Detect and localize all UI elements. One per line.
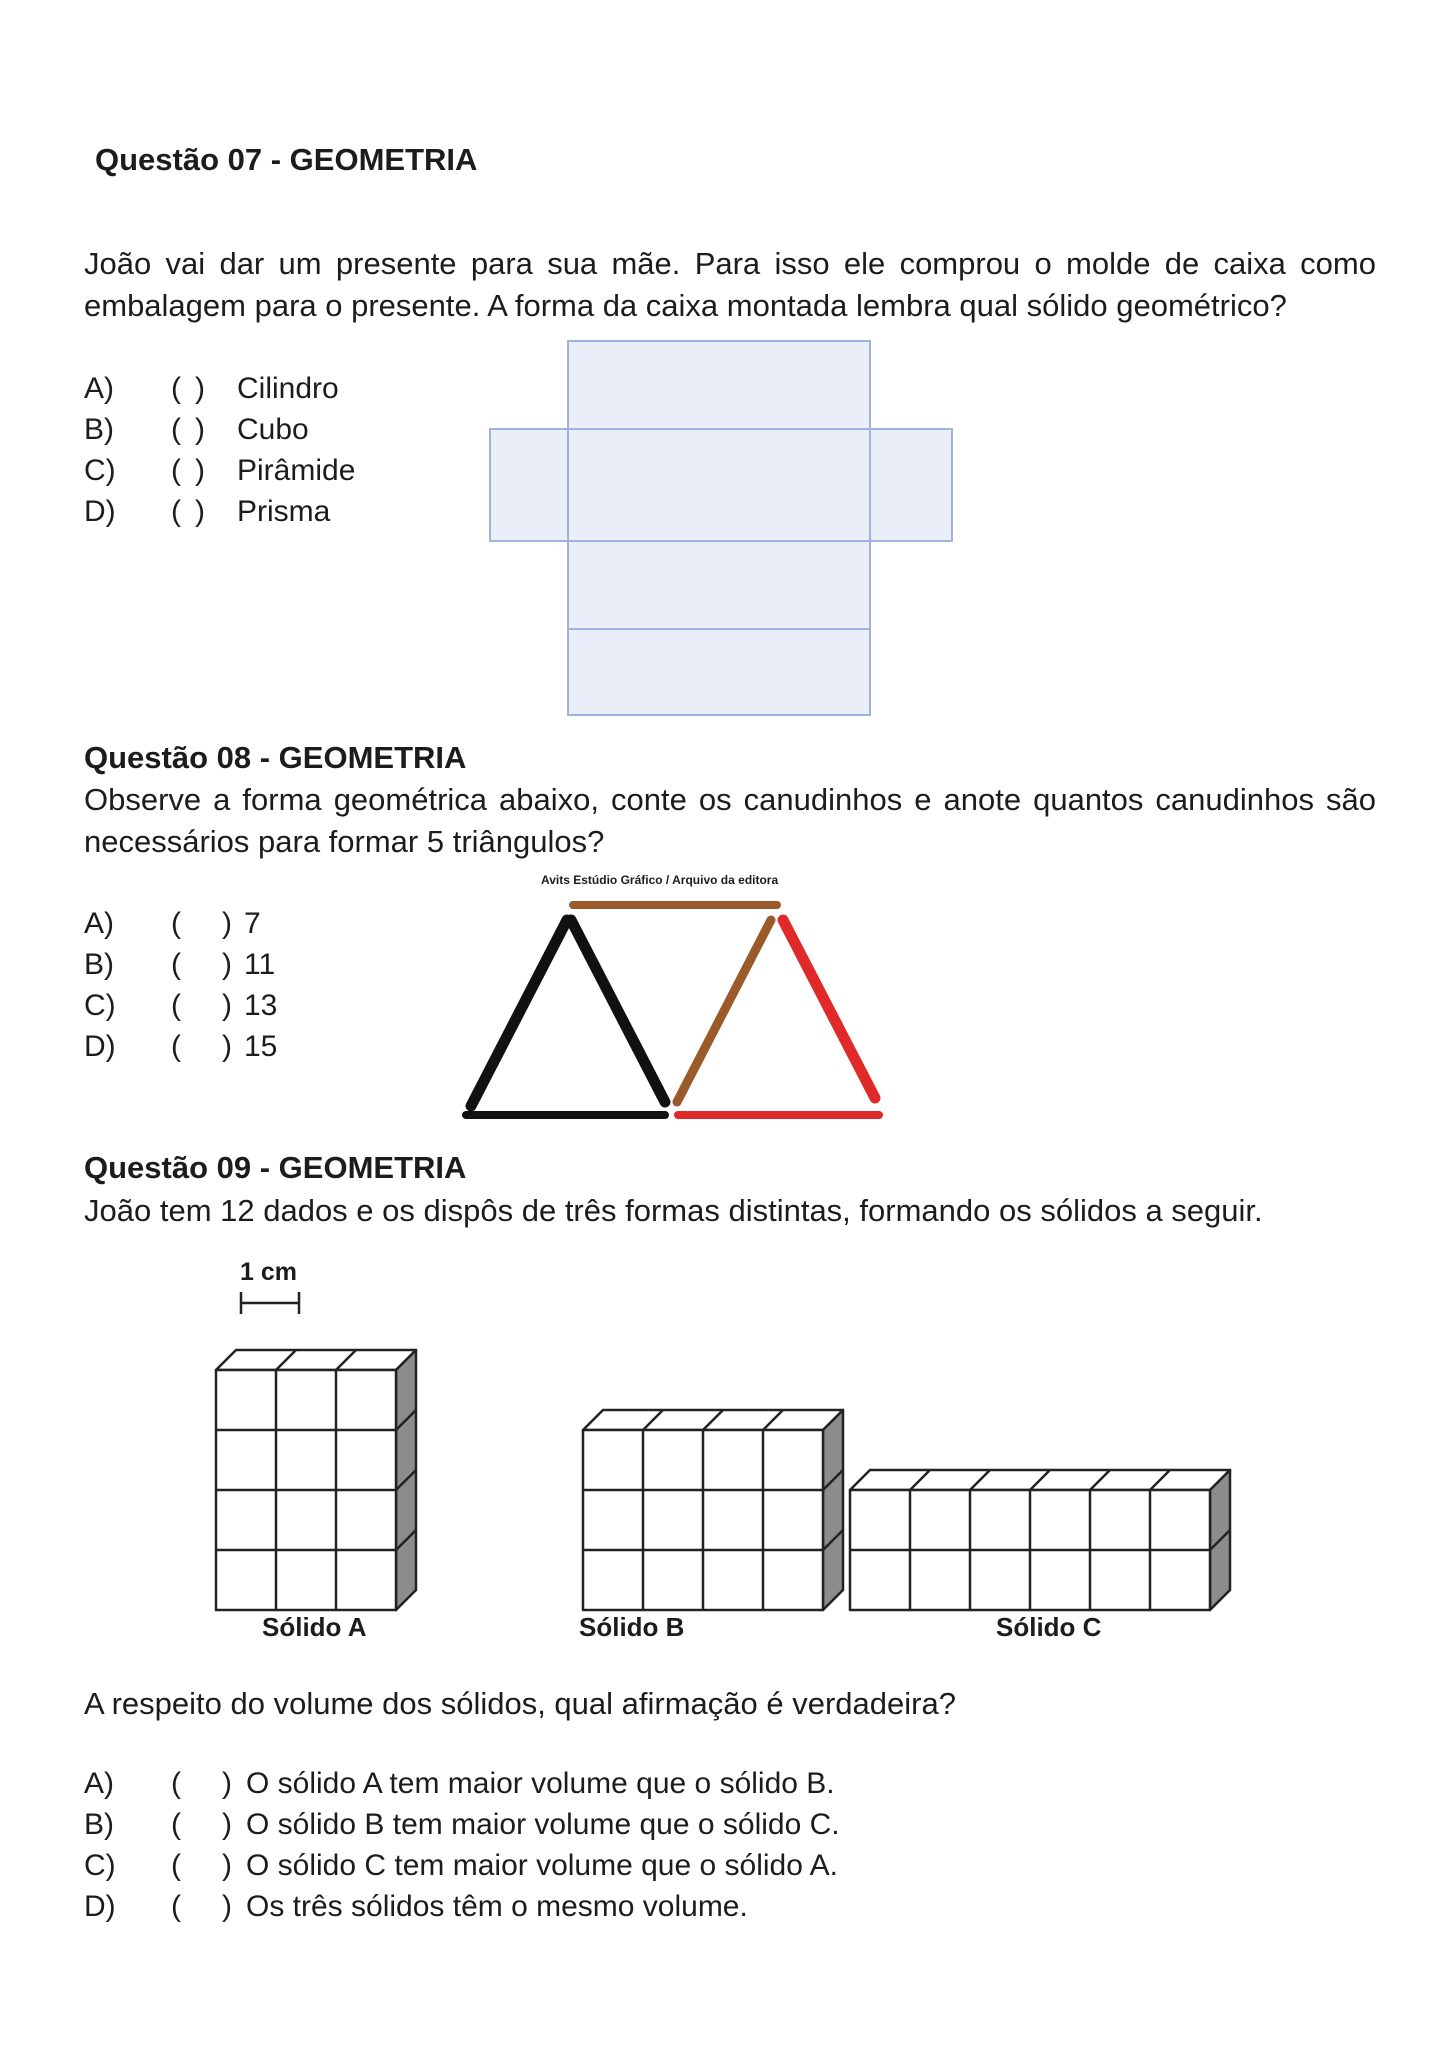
option-close: ): [222, 1030, 232, 1063]
option-close: ): [222, 948, 232, 981]
q8-option-a[interactable]: [84, 903, 324, 944]
option-checkbox[interactable]: (: [171, 372, 181, 405]
option-close: ): [222, 907, 232, 940]
straw-brown-diagonal: [677, 920, 771, 1102]
option-close: ): [195, 372, 205, 405]
option-letter: B): [84, 1808, 114, 1841]
q9-title: Questão 09 - GEOMETRIA: [84, 1150, 467, 1185]
option-checkbox[interactable]: (: [171, 989, 181, 1022]
option-checkbox[interactable]: (: [171, 1767, 181, 1800]
q7-title: Questão 07 - GEOMETRIA: [95, 142, 478, 177]
option-text: 13: [244, 989, 278, 1022]
straw-middle-black: [571, 920, 665, 1102]
straw-right-red: [783, 920, 875, 1098]
q8-credit: Avits Estúdio Gráfico / Arquivo da editora: [541, 873, 779, 887]
option-letter: D): [84, 1890, 116, 1923]
net-face-back: [568, 629, 870, 715]
solid-side-face: [823, 1410, 843, 1610]
solid-top-face: [216, 1350, 416, 1370]
option-text: 11: [244, 948, 276, 981]
option-close: ): [222, 1890, 232, 1923]
option-text: Os três sólidos têm o mesmo volume.: [246, 1890, 748, 1923]
q7-option-a[interactable]: [84, 368, 384, 409]
net-face-center: [568, 429, 870, 541]
option-checkbox[interactable]: (: [171, 948, 181, 981]
solid-a-label: Sólido A: [262, 1612, 367, 1642]
option-text: O sólido C tem maior volume que o sólido A.: [246, 1849, 838, 1882]
net-face-top: [568, 341, 870, 429]
q9-option-b[interactable]: [84, 1804, 984, 1845]
option-letter: A): [84, 1767, 114, 1800]
q9-option-c[interactable]: [84, 1845, 984, 1886]
option-letter: D): [84, 1030, 116, 1063]
q9-text: João tem 12 dados e os dispôs de três formas distintas, formando os sólidos a seguir.: [84, 1193, 1263, 1228]
q9-option-a[interactable]: [84, 1763, 984, 1804]
q8-option-c[interactable]: [84, 985, 324, 1026]
net-face-bottom: [568, 541, 870, 629]
option-checkbox[interactable]: (: [171, 1890, 181, 1923]
option-letter: B): [84, 948, 114, 981]
option-text: Cubo: [237, 413, 309, 446]
option-checkbox[interactable]: (: [171, 454, 181, 487]
scale-bar: [238, 1290, 304, 1316]
q9-option-d[interactable]: [84, 1886, 984, 1927]
q7-option-d[interactable]: [84, 491, 384, 532]
solid-b: [583, 1410, 843, 1610]
q8-option-b[interactable]: [84, 944, 324, 985]
net-face-right: [870, 429, 952, 541]
option-close: ): [222, 1849, 232, 1882]
option-text: Cilindro: [237, 372, 339, 405]
solid-b-label: Sólido B: [579, 1612, 685, 1642]
scale-label: 1 cm: [240, 1258, 297, 1286]
option-checkbox[interactable]: (: [171, 1030, 181, 1063]
q9-question: A respeito do volume dos sólidos, qual afirmação é verdadeira?: [84, 1686, 956, 1721]
q7-option-b[interactable]: [84, 409, 384, 450]
option-close: ): [195, 454, 205, 487]
option-close: ): [222, 1767, 232, 1800]
option-checkbox[interactable]: (: [171, 907, 181, 940]
option-text: 7: [244, 907, 261, 940]
option-letter: C): [84, 1849, 116, 1882]
option-close: ): [195, 495, 205, 528]
option-letter: C): [84, 454, 116, 487]
option-text: Pirâmide: [237, 454, 356, 487]
option-text: O sólido B tem maior volume que o sólido C.: [246, 1808, 840, 1841]
option-checkbox[interactable]: (: [171, 413, 181, 446]
option-text: 15: [244, 1030, 278, 1063]
net-face-left: [490, 429, 568, 541]
solid-c-label: Sólido C: [996, 1612, 1102, 1642]
option-letter: B): [84, 413, 114, 446]
option-checkbox[interactable]: (: [171, 495, 181, 528]
option-letter: A): [84, 372, 114, 405]
q7-text: João vai dar um presente para sua mãe. Para isso ele comprou o molde de caixa como embalagem para o presente. A forma da caixa montada lembra qual sólido geométrico?: [84, 246, 1376, 323]
option-close: ): [222, 1808, 232, 1841]
option-letter: C): [84, 989, 116, 1022]
option-checkbox[interactable]: (: [171, 1849, 181, 1882]
box-net-figure: [486, 337, 958, 720]
option-checkbox[interactable]: (: [171, 1808, 181, 1841]
option-letter: A): [84, 907, 114, 940]
straws-figure: [455, 892, 895, 1128]
solids-figure: [200, 1320, 1260, 1640]
solid-a: [216, 1350, 416, 1610]
option-text: Prisma: [237, 495, 331, 528]
straw-left-black: [471, 920, 567, 1106]
option-close: ): [195, 413, 205, 446]
q8-option-d[interactable]: [84, 1026, 324, 1067]
q8-text: Observe a forma geométrica abaixo, conte os canudinhos e anote quantos canudinhos são necessários para formar 5 triângulos?: [84, 782, 1376, 859]
option-letter: D): [84, 495, 116, 528]
solid-c: [850, 1470, 1230, 1610]
q7-option-c[interactable]: [84, 450, 384, 491]
option-text: O sólido A tem maior volume que o sólido B.: [246, 1767, 835, 1800]
q8-title: Questão 08 - GEOMETRIA: [84, 740, 467, 775]
option-close: ): [222, 989, 232, 1022]
